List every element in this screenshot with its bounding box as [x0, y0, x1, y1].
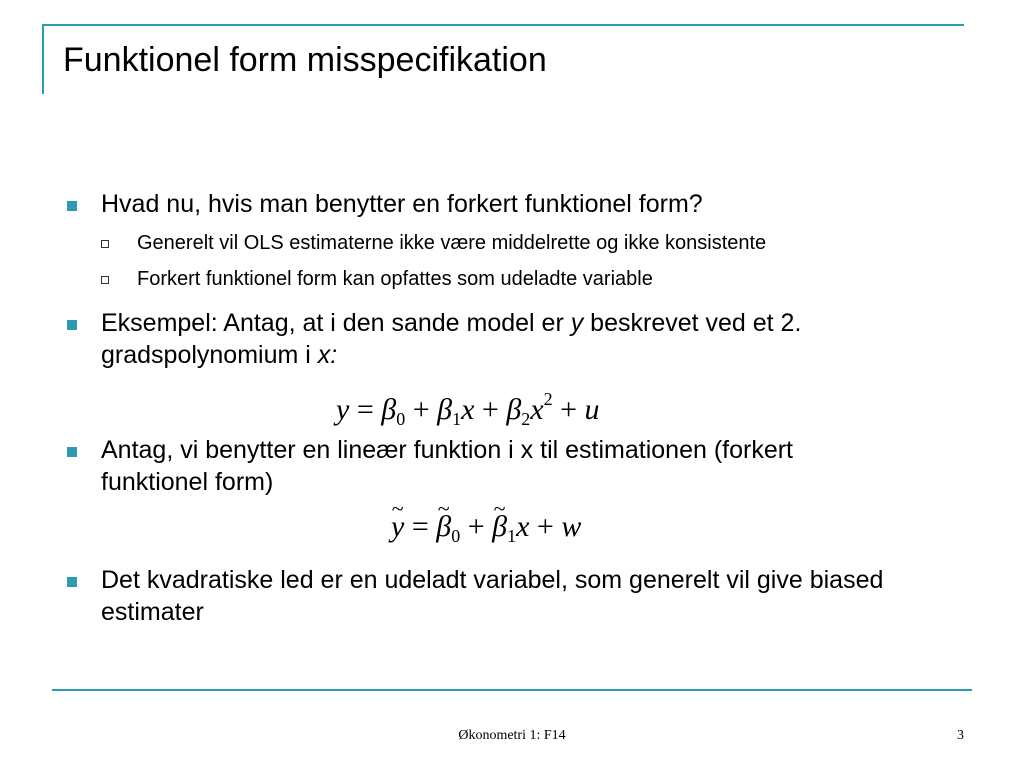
sub-bullet-square-icon [101, 240, 109, 248]
page-number: 3 [957, 728, 964, 743]
bullet-text: Hvad nu, hvis man benytter en forkert funktionel form? [101, 190, 703, 218]
bullet-text-part: Eksempel: Antag, at i den sande model er [101, 309, 571, 337]
variable-y: y [570, 309, 584, 337]
slide-title: Funktionel form misspecifikation [63, 41, 547, 79]
bullet-square-icon [67, 201, 77, 211]
title-left-rule [42, 24, 44, 94]
variable-x: x: [317, 341, 338, 369]
bullet-square-icon [67, 447, 77, 457]
estimated-model-formula: ~ y = ~ $\beta_0$ + ~ $\beta_1x + w$ [391, 509, 581, 554]
footer-rule [52, 689, 972, 691]
bullet-text: Antag, vi benytter en lineær funktion i x til estimationen (forkert funktionel form) [101, 436, 793, 496]
bullet-text: Det kvadratiske led er en udeladt variabel, som generelt vil give biased estimater [101, 566, 884, 626]
bullet-text-part: beskrevet ved et 2. gradspolynomium i [101, 309, 802, 369]
bullet-square-icon [67, 577, 77, 587]
title-top-rule [42, 24, 964, 26]
sub-bullet-text: Generelt vil OLS estimaterne ikke være middelrette og ikke konsistente [137, 232, 767, 254]
sub-bullet-square-icon [101, 276, 109, 284]
sub-bullet-text: Forkert funktionel form kan opfattes som udeladte variable [137, 268, 653, 290]
bullet-square-icon [67, 320, 77, 330]
bullet-text [101, 307, 981, 371]
footer-text: Økonometri 1: F14 [458, 728, 566, 743]
true-model-formula: $y = \beta_0 + \beta_1x + \beta_2x^2 + u$ [336, 389, 600, 429]
